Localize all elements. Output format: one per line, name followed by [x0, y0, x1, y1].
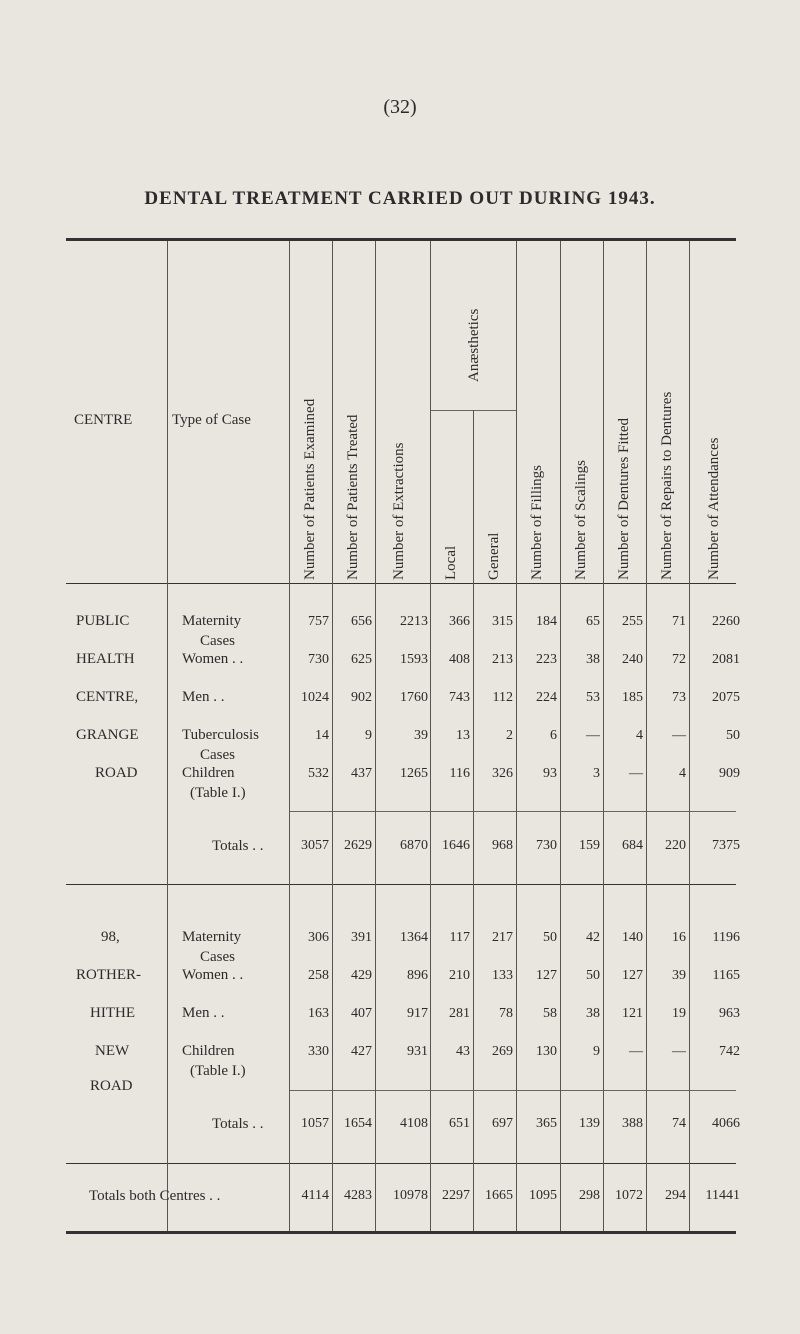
table-cell: 625 — [351, 652, 372, 667]
table-cell: 1654 — [344, 1116, 372, 1131]
centre-name-line: GRANGE — [76, 727, 139, 743]
table-cell: 1095 — [529, 1188, 557, 1203]
centre-name-line: ROAD — [95, 765, 138, 781]
table-cell: 532 — [308, 766, 329, 781]
table-cell: 408 — [449, 652, 470, 667]
table-cell: 159 — [579, 838, 600, 853]
type-of-case-sub: (Table I.) — [190, 1063, 246, 1079]
table-cell: 743 — [449, 690, 470, 705]
table-cell: 1196 — [712, 930, 740, 945]
header-attendances: Number of Attendances — [706, 437, 722, 580]
table-cell: 298 — [579, 1188, 600, 1203]
centre-name-line: HEALTH — [76, 651, 135, 667]
header-treated: Number of Patients Treated — [345, 414, 361, 580]
table-cell: 1760 — [400, 690, 428, 705]
table-cell: 43 — [456, 1044, 470, 1059]
header-centre: CENTRE — [74, 412, 133, 428]
type-of-case: Tuberculosis — [182, 727, 259, 743]
table-cell: 391 — [351, 930, 372, 945]
table-cell: 697 — [492, 1116, 513, 1131]
table-cell: 185 — [622, 690, 643, 705]
type-of-case: Children — [182, 1043, 235, 1059]
table-cell: 163 — [308, 1006, 329, 1021]
table-cell: 4283 — [344, 1188, 372, 1203]
table-cell: 2075 — [712, 690, 740, 705]
type-of-case: Maternity — [182, 613, 242, 629]
table-cell: 2 — [506, 728, 513, 743]
table-cell: 968 — [492, 838, 513, 853]
centre-name-line: HITHE — [90, 1005, 135, 1021]
table-cell: 407 — [351, 1006, 372, 1021]
table-cell: 7375 — [712, 838, 740, 853]
table-cell: 255 — [622, 614, 643, 629]
table-cell: 210 — [449, 968, 470, 983]
table-cell: 72 — [672, 652, 686, 667]
col-sep — [560, 241, 561, 1231]
table-cell: 2629 — [344, 838, 372, 853]
col-sep — [289, 241, 290, 1231]
table-cell: 2260 — [712, 614, 740, 629]
header-extractions: Number of Extractions — [391, 442, 407, 580]
col-sep — [167, 241, 168, 1231]
type-of-case-sub: Cases — [200, 747, 235, 763]
col-sep — [430, 241, 431, 1231]
type-of-case-sub: Cases — [200, 949, 235, 965]
table-cell: 326 — [492, 766, 513, 781]
table-cell: 74 — [672, 1116, 686, 1131]
table-cell: 140 — [622, 930, 643, 945]
table-cell: 651 — [449, 1116, 470, 1131]
table-bottom-rule — [66, 1231, 736, 1234]
centre-name-line: PUBLIC — [76, 613, 130, 629]
table-cell: 65 — [586, 614, 600, 629]
table-cell: 730 — [308, 652, 329, 667]
table-cell: 39 — [672, 968, 686, 983]
table-cell: 50 — [726, 728, 740, 743]
table-cell: 281 — [449, 1006, 470, 1021]
table-cell: 39 — [414, 728, 428, 743]
table-cell: 258 — [308, 968, 329, 983]
table-cell: — — [629, 766, 643, 781]
table-cell: 112 — [492, 690, 513, 705]
centre2-sum-rule — [290, 1090, 736, 1091]
table-cell: 6 — [550, 728, 557, 743]
table-cell: 1024 — [301, 690, 329, 705]
type-of-case: Women . . — [182, 651, 244, 667]
table-cell: 931 — [407, 1044, 428, 1059]
table-cell: 213 — [492, 652, 513, 667]
table-cell: 306 — [308, 930, 329, 945]
table-cell: 217 — [492, 930, 513, 945]
type-of-case: Men . . — [182, 1005, 225, 1021]
table-cell: 4108 — [400, 1116, 428, 1131]
table-cell: 896 — [407, 968, 428, 983]
table-cell: 19 — [672, 1006, 686, 1021]
table-cell: 121 — [622, 1006, 643, 1021]
table-cell: 1646 — [442, 838, 470, 853]
table-cell: 269 — [492, 1044, 513, 1059]
table-cell: 224 — [536, 690, 557, 705]
centre-name-line: ROTHER- — [76, 967, 141, 983]
grand-totals-label: Totals both Centres . . — [89, 1188, 221, 1204]
centre-name-line: 98, — [101, 929, 120, 945]
table-cell: 4114 — [301, 1188, 329, 1203]
table-cell: 78 — [499, 1006, 513, 1021]
header-fillings: Number of Fillings — [529, 465, 545, 580]
table-cell: 184 — [536, 614, 557, 629]
table-cell: 127 — [536, 968, 557, 983]
page-number: (32) — [383, 96, 417, 118]
table-cell: 4066 — [712, 1116, 740, 1131]
table-cell: 42 — [586, 930, 600, 945]
col-sep — [332, 241, 333, 1231]
table-cell: 127 — [622, 968, 643, 983]
table-cell: 139 — [579, 1116, 600, 1131]
table-cell: 1072 — [615, 1188, 643, 1203]
table-cell: 11441 — [705, 1188, 740, 1203]
table-cell: 38 — [586, 652, 600, 667]
table-cell: 130 — [536, 1044, 557, 1059]
header-type-of-case: Type of Case — [172, 412, 251, 428]
totals-label: Totals . . — [212, 1116, 264, 1132]
table-cell: 9 — [593, 1044, 600, 1059]
table-cell: 902 — [351, 690, 372, 705]
table-cell: 3057 — [301, 838, 329, 853]
table-cell: 50 — [586, 968, 600, 983]
table-cell: 330 — [308, 1044, 329, 1059]
table-cell: 742 — [719, 1044, 740, 1059]
table-cell: 53 — [586, 690, 600, 705]
table-cell: — — [672, 1044, 686, 1059]
table-cell: 909 — [719, 766, 740, 781]
centre-name-line: CENTRE, — [76, 689, 139, 705]
table-cell: 6870 — [400, 838, 428, 853]
table-cell: 1057 — [301, 1116, 329, 1131]
header-anaesthetics: Anæsthetics — [466, 308, 482, 382]
table-cell: 1364 — [400, 930, 428, 945]
table-cell: 116 — [449, 766, 470, 781]
table-cell: 294 — [665, 1188, 686, 1203]
table-cell: 13 — [456, 728, 470, 743]
table-cell: 133 — [492, 968, 513, 983]
table-cell: 1665 — [485, 1188, 513, 1203]
table-cell: 656 — [351, 614, 372, 629]
table-cell: 9 — [365, 728, 372, 743]
table-cell: 10978 — [393, 1188, 428, 1203]
table-cell: 315 — [492, 614, 513, 629]
table-cell: 2081 — [712, 652, 740, 667]
col-sep — [516, 241, 517, 1231]
table-cell: — — [586, 728, 600, 743]
table-cell: 366 — [449, 614, 470, 629]
type-of-case-sub: Cases — [200, 633, 235, 649]
table-cell: 223 — [536, 652, 557, 667]
table-cell: 684 — [622, 838, 643, 853]
table-cell: 38 — [586, 1006, 600, 1021]
type-of-case-sub: (Table I.) — [190, 785, 246, 801]
totals-label: Totals . . — [212, 838, 264, 854]
table-cell: 2297 — [442, 1188, 470, 1203]
col-sep — [375, 241, 376, 1231]
table-cell: 388 — [622, 1116, 643, 1131]
table-cell: 1265 — [400, 766, 428, 781]
type-of-case: Men . . — [182, 689, 225, 705]
table-cell: 2213 — [400, 614, 428, 629]
table-cell: 240 — [622, 652, 643, 667]
table-cell: 429 — [351, 968, 372, 983]
table-cell: 4 — [636, 728, 643, 743]
page-title: DENTAL TREATMENT CARRIED OUT DURING 1943. — [144, 188, 656, 209]
header-repairs: Number of Repairs to Dentures — [659, 391, 675, 580]
header-scalings: Number of Scalings — [573, 460, 589, 580]
table-cell: 220 — [665, 838, 686, 853]
table-cell: 757 — [308, 614, 329, 629]
type-of-case: Children — [182, 765, 235, 781]
table-cell: 730 — [536, 838, 557, 853]
col-sep — [603, 241, 604, 1231]
table-cell: 73 — [672, 690, 686, 705]
header-examined: Number of Patients Examined — [302, 398, 318, 580]
table-cell: 71 — [672, 614, 686, 629]
col-sep — [473, 410, 474, 1231]
table-cell: 14 — [315, 728, 329, 743]
table-cell: 4 — [679, 766, 686, 781]
table-cell: 963 — [719, 1006, 740, 1021]
centre-name-line: NEW — [95, 1043, 130, 1059]
type-of-case: Women . . — [182, 967, 244, 983]
table-cell: 50 — [543, 930, 557, 945]
table-cell: — — [672, 728, 686, 743]
table-cell: 58 — [543, 1006, 557, 1021]
table-cell: 427 — [351, 1044, 372, 1059]
table-cell: 3 — [593, 766, 600, 781]
table-cell: 1593 — [400, 652, 428, 667]
header-dentures: Number of Dentures Fitted — [616, 417, 632, 580]
table-cell: 16 — [672, 930, 686, 945]
centre-name-line: ROAD — [90, 1078, 133, 1094]
table-cell: 917 — [407, 1006, 428, 1021]
header-general: General — [486, 532, 502, 580]
col-sep — [646, 241, 647, 1231]
table-cell: 365 — [536, 1116, 557, 1131]
col-sep — [689, 241, 690, 1231]
table-cell: — — [629, 1044, 643, 1059]
type-of-case: Maternity — [182, 929, 242, 945]
table-cell: 1165 — [712, 968, 740, 983]
table-cell: 93 — [543, 766, 557, 781]
centre1-sum-rule — [290, 811, 736, 812]
table-cell: 437 — [351, 766, 372, 781]
table-cell: 117 — [449, 930, 470, 945]
header-local: Local — [443, 545, 459, 580]
